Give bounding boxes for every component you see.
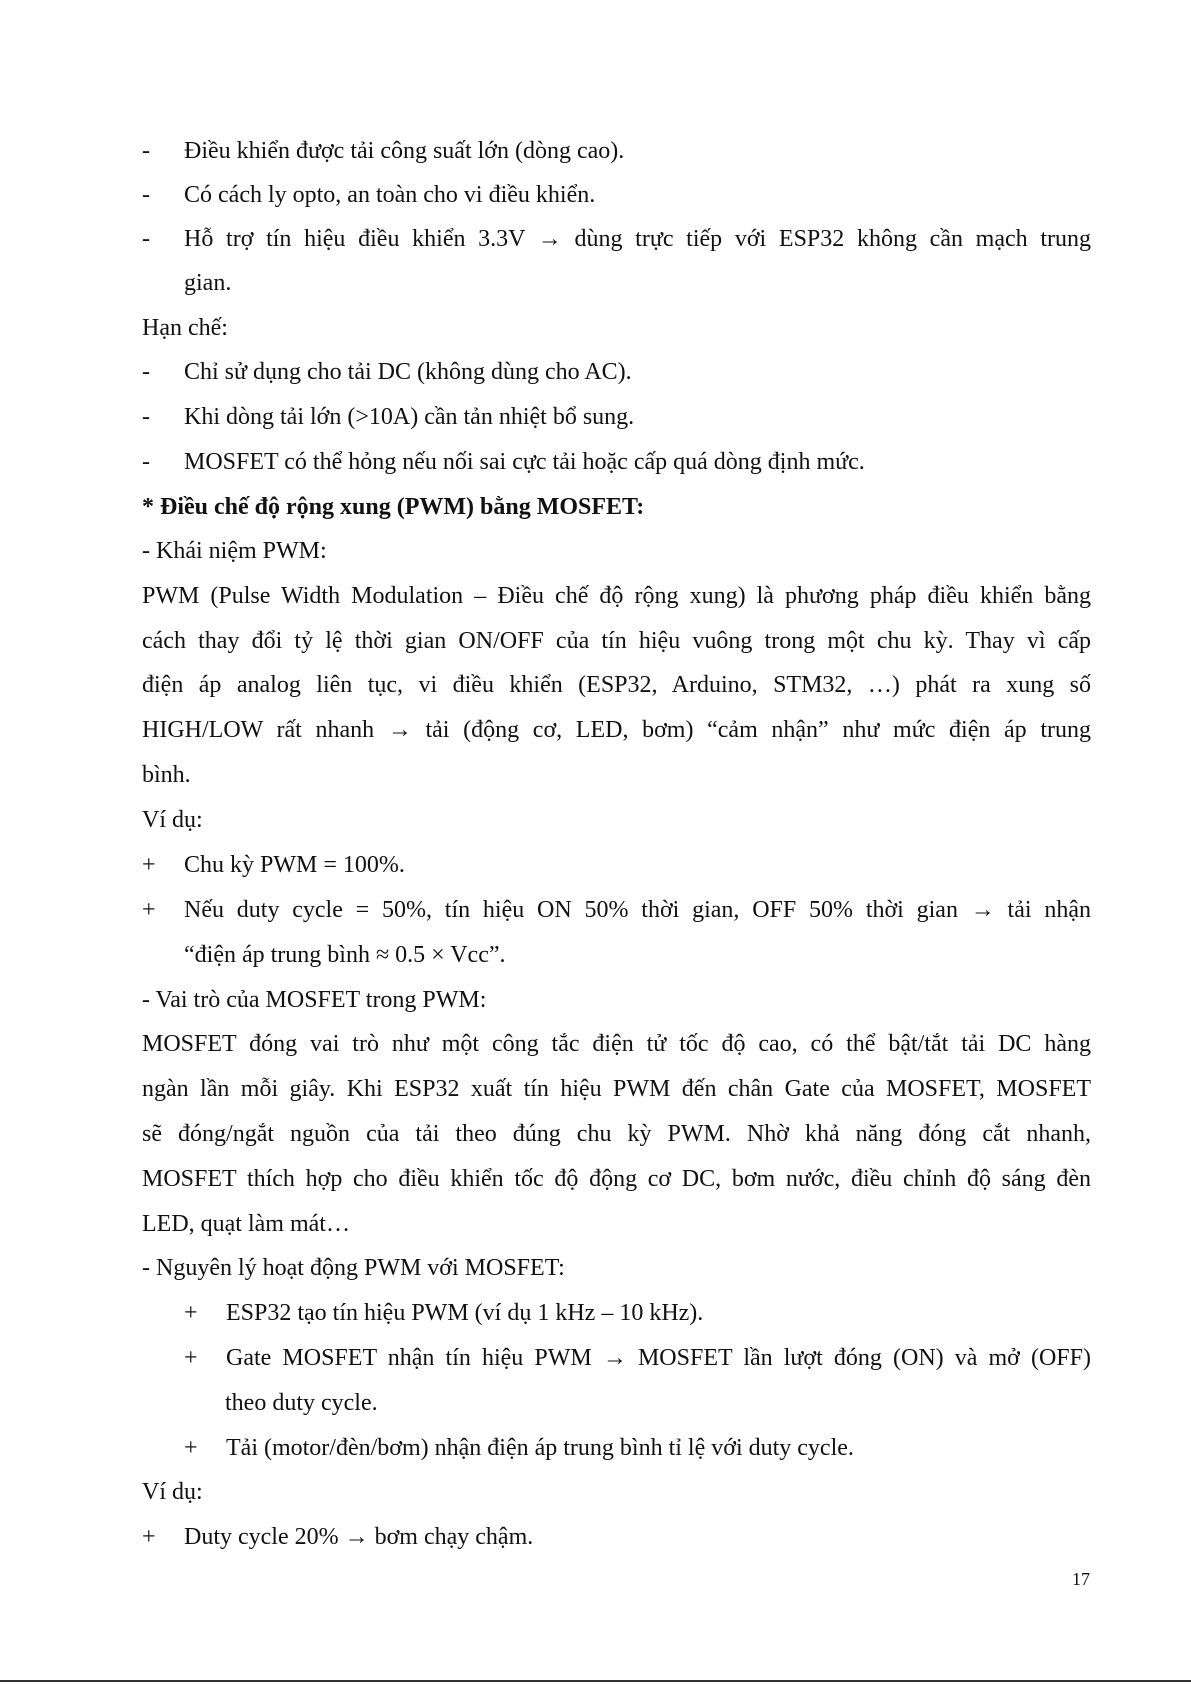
paragraph-line: điện áp analog liên tục, vi điều khiển (ESP32, Arduino, STM32, …) phát ra xung số xyxy=(142,672,1091,698)
paragraph-line: HIGH/LOW rất nhanh → tải (động cơ, LED, bơm) “cảm nhận” như mức điện áp trung xyxy=(142,717,1091,743)
principle-label: - Nguyên lý hoạt động PWM với MOSFET: xyxy=(142,1255,565,1281)
list-marker: - xyxy=(142,359,150,385)
paragraph-line: LED, quạt làm mát… xyxy=(142,1211,350,1237)
list-item-continuation: theo duty cycle. xyxy=(225,1390,378,1416)
list-item-text: Hỗ trợ tín hiệu điều khiển 3.3V → dùng trực tiếp với ESP32 không cần mạch trung xyxy=(184,226,1091,252)
list-marker: + xyxy=(184,1345,198,1371)
paragraph-line: PWM (Pulse Width Modulation – Điều chế độ rộng xung) là phương pháp điều khiển bằng xyxy=(142,583,1091,609)
list-item-text: ESP32 tạo tín hiệu PWM (ví dụ 1 kHz – 10 kHz). xyxy=(226,1300,704,1326)
role-label: - Vai trò của MOSFET trong PWM: xyxy=(142,987,487,1013)
page-number: 17 xyxy=(1072,1569,1090,1589)
paragraph-line: cách thay đổi tỷ lệ thời gian ON/OFF của tín hiệu vuông trong một chu kỳ. Thay vì cấp xyxy=(142,628,1091,654)
section-heading: * Điều chế độ rộng xung (PWM) bằng MOSFET: xyxy=(142,494,645,520)
list-item-text: MOSFET có thể hỏng nếu nối sai cực tải hoặc cấp quá dòng định mức. xyxy=(184,449,865,475)
paragraph-line: MOSFET thích hợp cho điều khiển tốc độ động cơ DC, bơm nước, điều chỉnh độ sáng đèn xyxy=(142,1166,1091,1192)
list-marker: + xyxy=(184,1300,198,1326)
list-marker: + xyxy=(142,897,156,923)
list-item-text: Có cách ly opto, an toàn cho vi điều khiển. xyxy=(184,182,596,208)
list-item-continuation: gian. xyxy=(184,270,232,296)
list-marker: + xyxy=(142,852,156,878)
example-label: Ví dụ: xyxy=(142,807,203,833)
list-item-continuation: “điện áp trung bình ≈ 0.5 × Vcc”. xyxy=(184,942,506,968)
list-item-text: Chu kỳ PWM = 100%. xyxy=(184,852,405,878)
list-marker: + xyxy=(184,1435,198,1461)
paragraph-line: bình. xyxy=(142,762,191,788)
list-marker: - xyxy=(142,449,150,475)
list-marker: - xyxy=(142,404,150,430)
page-bottom-rule xyxy=(0,1680,1191,1682)
list-marker: - xyxy=(142,182,150,208)
concept-label: - Khái niệm PWM: xyxy=(142,538,327,564)
list-item-text: Khi dòng tải lớn (>10A) cần tản nhiệt bổ sung. xyxy=(184,404,635,430)
limitations-label: Hạn chế: xyxy=(142,315,228,341)
list-item-text: Tải (motor/đèn/bơm) nhận điện áp trung bình tỉ lệ với duty cycle. xyxy=(226,1435,854,1461)
list-marker: + xyxy=(142,1524,156,1550)
list-item-text: Gate MOSFET nhận tín hiệu PWM → MOSFET lần lượt đóng (ON) và mở (OFF) xyxy=(226,1345,1091,1371)
list-marker: - xyxy=(142,226,150,252)
paragraph-line: MOSFET đóng vai trò như một công tắc điện tử tốc độ cao, có thể bật/tắt tải DC hàng xyxy=(142,1031,1091,1057)
list-item-text: Nếu duty cycle = 50%, tín hiệu ON 50% thời gian, OFF 50% thời gian → tải nhận xyxy=(184,897,1091,923)
paragraph-line: sẽ đóng/ngắt nguồn của tải theo đúng chu kỳ PWM. Nhờ khả năng đóng cắt nhanh, xyxy=(142,1121,1091,1147)
example-label: Ví dụ: xyxy=(142,1479,203,1505)
paragraph-line: ngàn lần mỗi giây. Khi ESP32 xuất tín hiệu PWM đến chân Gate của MOSFET, MOSFET xyxy=(142,1076,1091,1102)
list-item-text: Duty cycle 20% → bơm chạy chậm. xyxy=(184,1524,534,1550)
list-marker: - xyxy=(142,138,150,164)
list-item-text: Điều khiển được tải công suất lớn (dòng cao). xyxy=(184,138,625,164)
list-item-text: Chỉ sử dụng cho tải DC (không dùng cho AC). xyxy=(184,359,632,385)
